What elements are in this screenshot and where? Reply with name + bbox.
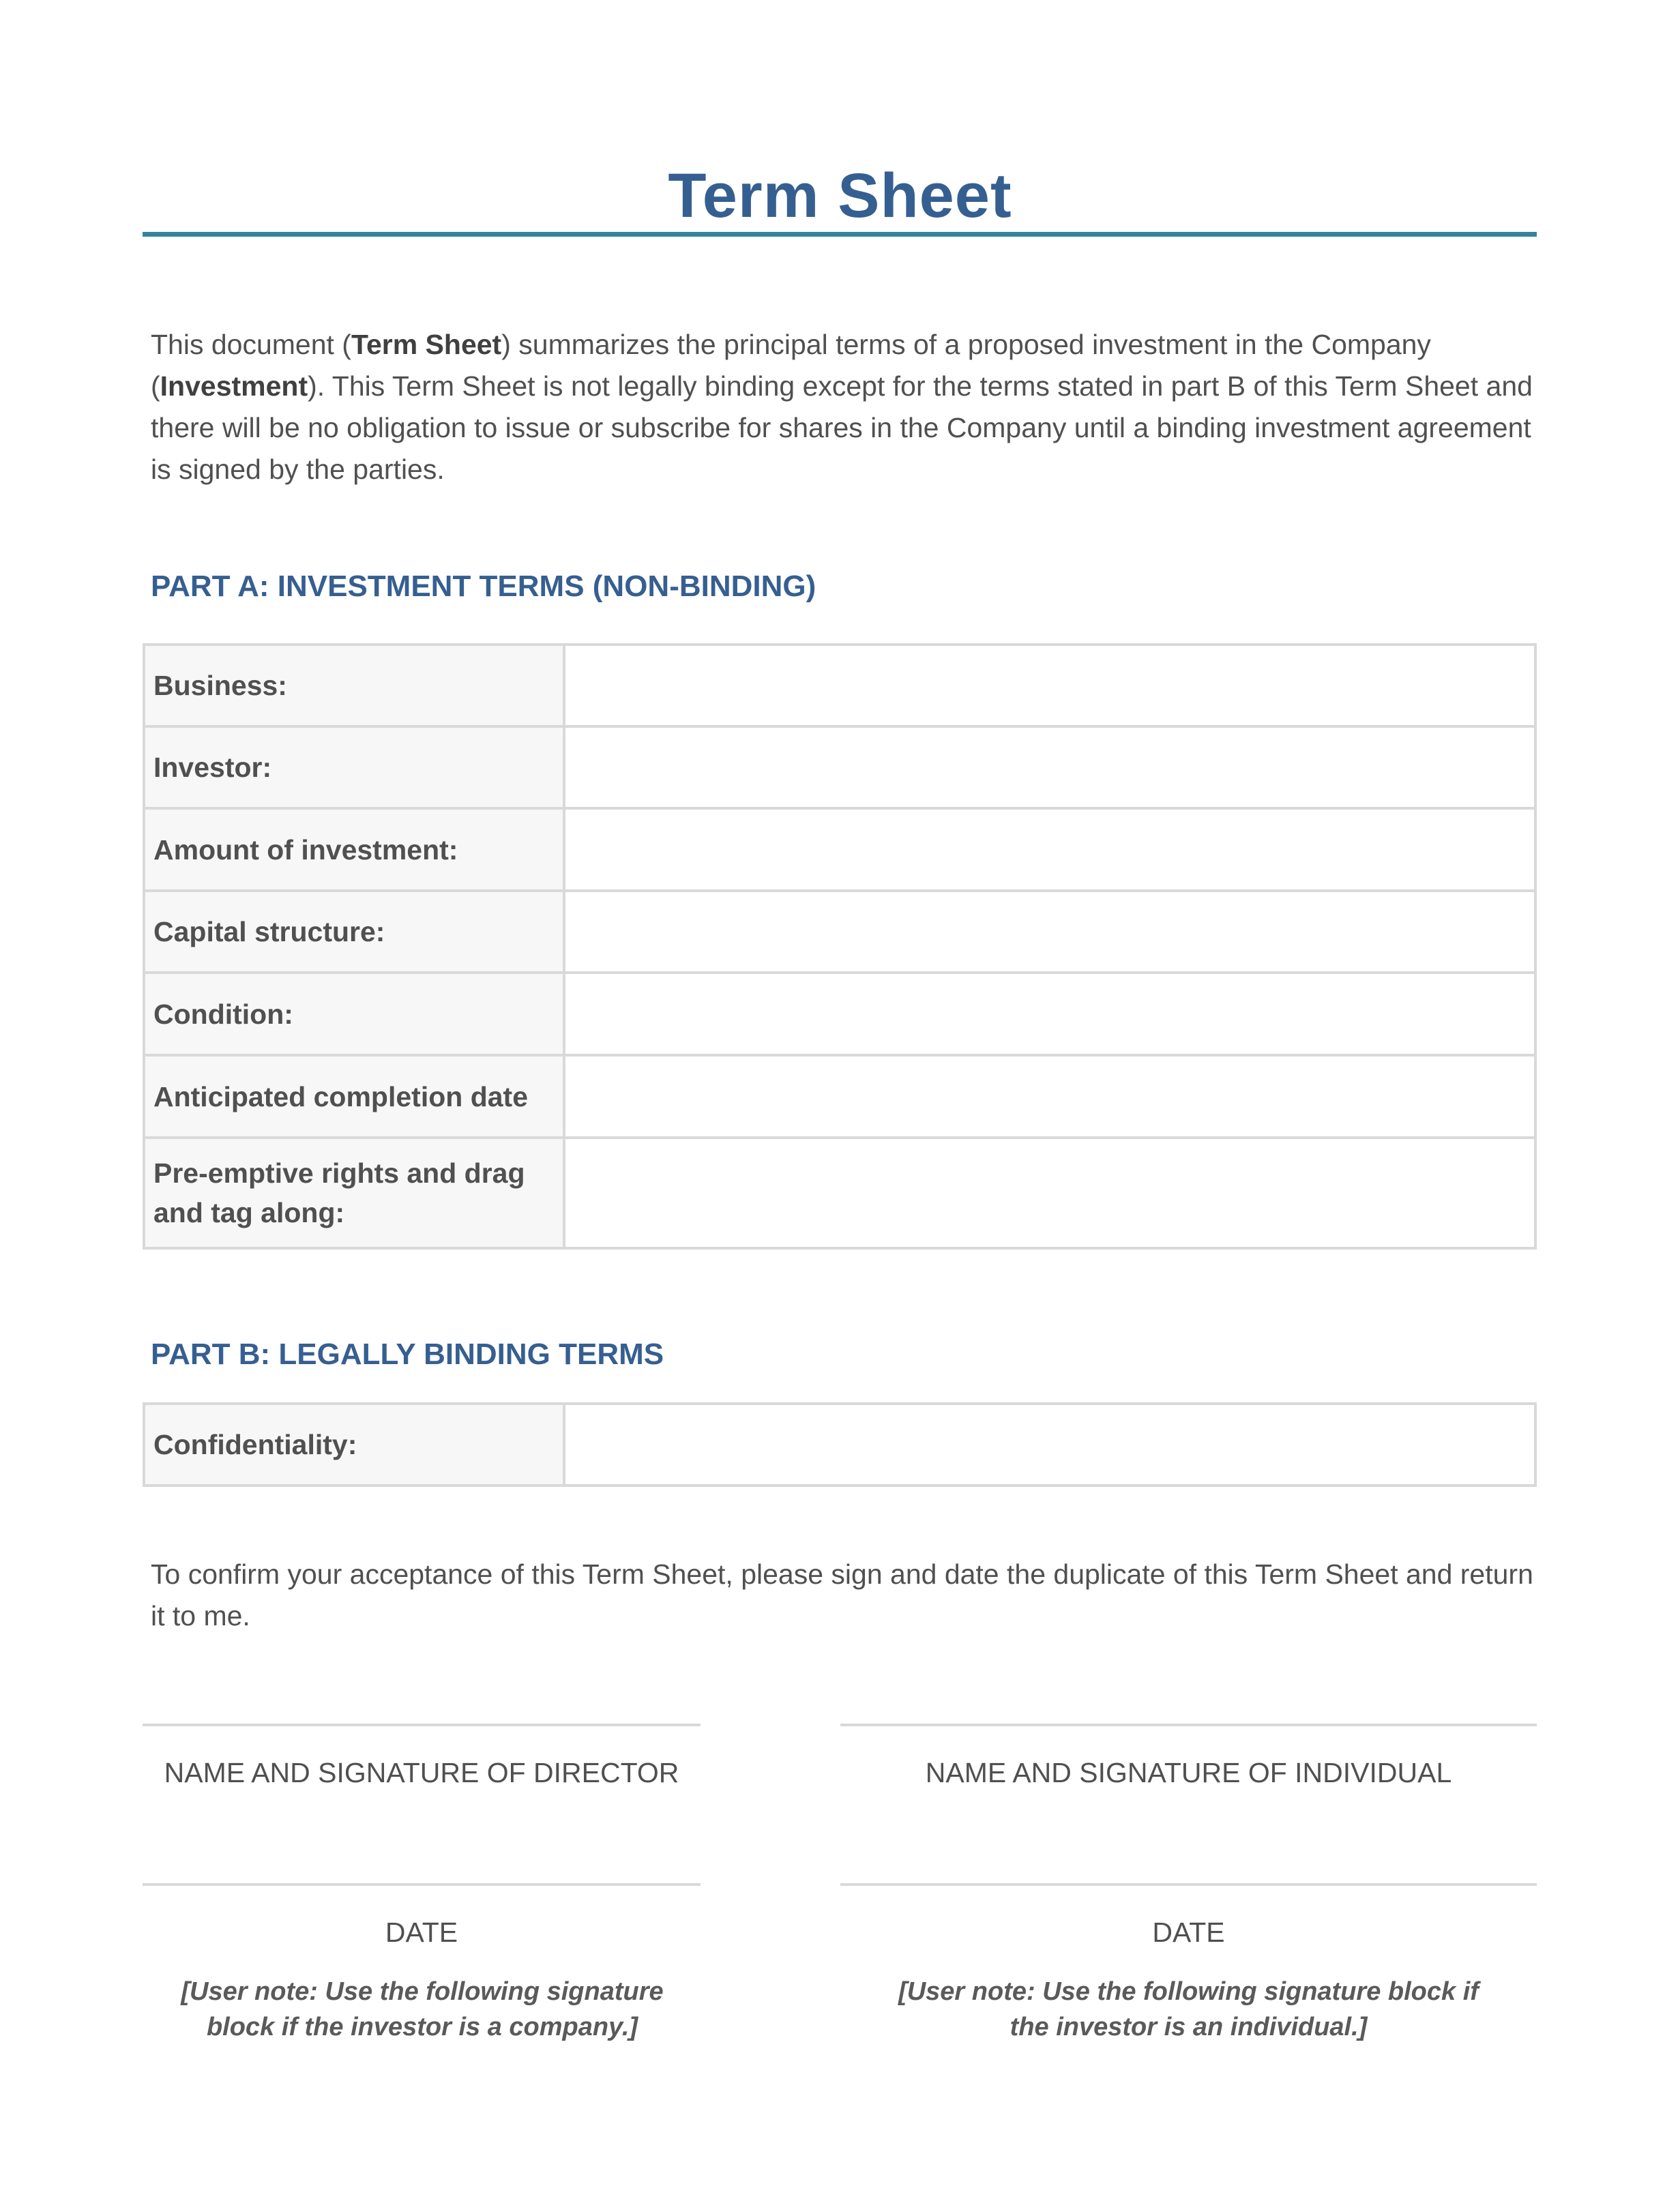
table-row — [144, 1404, 1535, 1486]
intro-text: ) summarizes the principal terms of a proposed investment in the Company ( — [151, 329, 1431, 402]
term-value-pre-emptive-rights[interactable] — [564, 1138, 1535, 1248]
individual-date-label: DATE — [1152, 1917, 1225, 1948]
term-value-condition[interactable] — [564, 973, 1535, 1055]
individual-user-note: [User note: Use the following signature block if the investor is an individual.] — [898, 1977, 1479, 2041]
part-b-heading: PART B: LEGALLY BINDING TERMS — [151, 1338, 664, 1371]
term-value-capital-structure[interactable] — [564, 891, 1535, 973]
company-user-note: [User note: Use the following signature block if the investor is a company.] — [181, 1977, 664, 2041]
term-label-investor: Investor: — [144, 726, 564, 808]
table-row — [144, 645, 1535, 726]
intro-bold-term-sheet: Term Sheet — [351, 329, 502, 360]
title-underline-rule — [143, 232, 1537, 237]
individual-signature-line[interactable] — [840, 1724, 1537, 1726]
individual-signature-label: NAME AND SIGNATURE OF INDIVIDUAL — [925, 1757, 1452, 1788]
individual-date-line[interactable] — [840, 1883, 1537, 1886]
term-label-capital-structure: Capital structure: — [144, 891, 564, 973]
part-a-heading: PART A: INVESTMENT TERMS (NON-BINDING) — [151, 570, 816, 603]
table-row — [144, 808, 1535, 891]
director-date-line[interactable] — [143, 1883, 701, 1886]
term-label-pre-emptive-rights: Pre-emptive rights and drag and tag along: — [144, 1138, 564, 1248]
intro-text: ). This Term Sheet is not legally binding except for the terms stated in part B of this Term Sheet and there will be no obligation to issue or subscribe for shares in the Company until a binding investment agreement is signed by the parties. — [151, 370, 1533, 485]
table-row — [144, 726, 1535, 808]
confirmation-paragraph: To confirm your acceptance of this Term Sheet, please sign and date the duplicate of this Term Sheet and return it to me. — [151, 1559, 1533, 1631]
term-value-anticipated-completion-date[interactable] — [564, 1055, 1535, 1138]
page-title: Term Sheet — [668, 161, 1012, 231]
table-row — [144, 1138, 1535, 1248]
part-a-terms-table — [143, 643, 1537, 1250]
term-label-business: Business: — [144, 645, 564, 726]
term-label-amount-of-investment: Amount of investment: — [144, 808, 564, 891]
term-label-confidentiality: Confidentiality: — [144, 1404, 564, 1486]
intro-bold-investment: Investment — [160, 370, 308, 402]
term-value-confidentiality[interactable] — [564, 1404, 1535, 1486]
table-row — [144, 891, 1535, 973]
director-date-label: DATE — [385, 1917, 458, 1948]
part-b-terms-table — [143, 1402, 1537, 1487]
term-value-business[interactable] — [564, 645, 1535, 726]
table-row — [144, 1055, 1535, 1138]
director-signature-line[interactable] — [143, 1724, 701, 1726]
table-row — [144, 973, 1535, 1055]
director-signature-label: NAME AND SIGNATURE OF DIRECTOR — [164, 1757, 679, 1788]
term-value-amount-of-investment[interactable] — [564, 808, 1535, 891]
intro-text: This document ( — [151, 329, 351, 360]
term-label-condition: Condition: — [144, 973, 564, 1055]
term-value-investor[interactable] — [564, 726, 1535, 808]
intro-paragraph — [151, 324, 1535, 490]
term-label-anticipated-completion-date: Anticipated completion date — [144, 1055, 564, 1138]
